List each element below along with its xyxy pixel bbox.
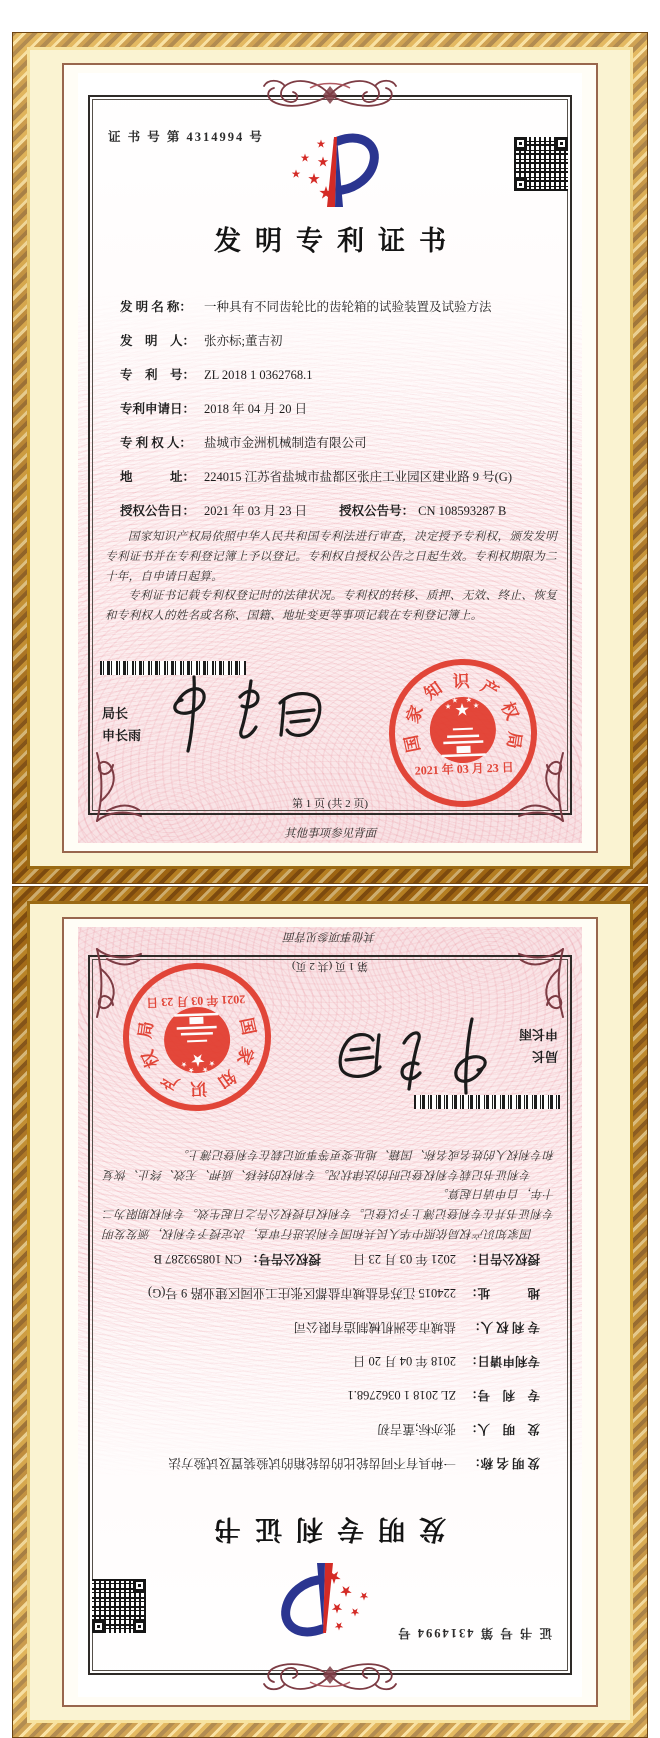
certificate-number: 证 书 号 第 4314994 号 <box>108 130 264 144</box>
svg-text:局: 局 <box>135 1020 157 1040</box>
field-row-filing-date <box>94 1351 540 1371</box>
legal-paragraph-1: 国家知识产权局依照中华人民共和国专利法进行审查，决定授予专利权，颁发发明专利证书并在专利登记簿上予以登记。专利权自授权公告之日起生效。专利权期限为二十年，自申请日起算。 <box>103 1187 555 1239</box>
field-label: 发 明 名 称： <box>120 300 192 314</box>
field-value: 盐城市金洲机械制造有限公司 <box>204 436 367 450</box>
fields-block <box>120 297 566 535</box>
official-seal <box>380 650 545 815</box>
ornament-center-diamond <box>323 86 337 104</box>
field-row-patent-no <box>94 1385 540 1405</box>
field-row-address <box>94 1283 540 1303</box>
svg-text:家: 家 <box>233 1044 257 1068</box>
field-value: 一种具有不同齿轮比的齿轮箱的试验装置及试验方法 <box>168 1456 456 1470</box>
director-block <box>519 1023 558 1067</box>
scroll-ornament-icon <box>225 1654 435 1696</box>
field-label: 地 址： <box>464 1286 540 1300</box>
reverse-side-note: 其他事项参见背面 <box>284 930 376 942</box>
field-row-grant <box>94 1249 540 1269</box>
logo-stars <box>327 1571 368 1630</box>
grant-no-pair <box>154 1249 321 1269</box>
legal-paragraphs <box>103 1143 555 1242</box>
ornament-center-diamond <box>323 1666 337 1684</box>
corner-flourish-left-icon <box>92 751 144 823</box>
svg-text:局: 局 <box>503 730 525 750</box>
field-value: CN 108593287 B <box>153 1252 242 1266</box>
director-signature-icon <box>148 671 338 759</box>
field-value: 一种具有不同齿轮比的齿轮箱的试验装置及试验方法 <box>204 300 492 314</box>
certificate-title: 发明专利证书 <box>200 1514 446 1544</box>
field-row-grant <box>120 501 566 521</box>
qr-code-icon <box>92 1579 146 1633</box>
field-value: 224015 江苏省盐城市盐都区张庄工业园区建业路 9 号(G) <box>204 470 512 484</box>
logo-p-bowl <box>338 138 374 190</box>
field-label: 专利申请日： <box>464 1354 540 1368</box>
legal-paragraphs <box>105 528 557 627</box>
frame-inner-line <box>62 917 598 1707</box>
director-name: 申长雨 <box>102 728 142 743</box>
director-name: 申长雨 <box>518 1027 558 1042</box>
director-title: 局长 <box>531 1049 558 1064</box>
director-signature-icon <box>322 1011 512 1099</box>
page-number: 第 1 页 (共 2 页) <box>291 960 369 972</box>
field-value: ZL 2018 1 0362768.1 <box>204 368 313 382</box>
field-label: 专 利 号： <box>464 1388 540 1402</box>
certificate-number: 证 书 号 第 4314994 号 <box>396 1626 552 1640</box>
corner-flourish-left-icon <box>516 947 568 1019</box>
field-row-patentee <box>94 1317 540 1337</box>
field-value: 224015 江苏省盐城市盐都区张庄工业园区建业路 9 号(G) <box>148 1286 456 1300</box>
cnipa-logo-icon <box>290 131 378 211</box>
seal-national-emblem <box>429 696 497 764</box>
legal-paragraph-2: 专利证书记载专利权登记时的法律状况。专利权的转移、质押、无效、终止、恢复和专利权人的姓名或名称、国籍、地址变更等事项记载在专利登记簿上。 <box>105 590 557 623</box>
certificate-frame-back-clipped <box>0 886 660 1640</box>
svg-text:识: 识 <box>452 671 471 692</box>
field-row-inventor <box>120 331 566 351</box>
field-label: 发 明 人： <box>464 1422 540 1436</box>
qr-finder-top-left <box>133 1620 146 1633</box>
field-row-address <box>120 467 566 487</box>
certificate-frame-front <box>12 886 648 1738</box>
field-value: CN 108593287 B <box>418 504 507 518</box>
cnipa-logo-icon <box>282 1559 370 1639</box>
field-row-patent-no <box>120 365 566 385</box>
qr-finder-bottom-left <box>514 178 527 191</box>
svg-text:家: 家 <box>403 702 427 726</box>
svg-text:国: 国 <box>236 1016 259 1037</box>
svg-text:知: 知 <box>420 678 446 704</box>
legal-paragraph-2: 专利证书记载专利权登记时的法律状况。专利权的转移、质押、无效、终止、恢复和专利权人的姓名或名称、国籍、地址变更等事项记载在专利登记簿上。 <box>103 1147 555 1180</box>
legal-paragraph-1: 国家知识产权局依照中华人民共和国专利法进行审查，决定授予专利权，颁发发明专利证书并在专利登记簿上予以登记。专利权自授权公告之日起生效。专利权期限为二十年，自申请日起算。 <box>105 531 557 583</box>
logo-p-bowl <box>286 1580 322 1632</box>
svg-text:权: 权 <box>497 699 522 723</box>
field-row-filing-date <box>120 399 566 419</box>
grant-no-pair <box>339 501 506 521</box>
field-label: 地 址： <box>120 470 196 484</box>
certificate-page <box>78 927 582 1697</box>
frame-ornate-gold-border <box>12 32 648 884</box>
svg-text:产: 产 <box>158 1068 183 1094</box>
seal-date: 2021 年 03 月 23 日 <box>414 760 514 778</box>
field-value: 2021 年 03 月 23 日 <box>204 504 308 518</box>
certificate-page <box>78 73 582 843</box>
frame-inner-line <box>62 63 598 853</box>
qr-finder-top-right <box>555 137 568 150</box>
field-value: 盐城市金洲机械制造有限公司 <box>293 1320 456 1334</box>
qr-finder-top-right <box>92 1620 105 1633</box>
field-row-patentee <box>120 433 566 453</box>
field-label: 专利申请日： <box>120 402 196 416</box>
field-label: 专 利 权 人： <box>468 1320 540 1334</box>
frame-gold-trim <box>27 901 633 1723</box>
logo-stars <box>292 140 333 199</box>
field-value: 张亦标;董吉初 <box>204 334 283 348</box>
svg-text:知: 知 <box>214 1066 240 1092</box>
field-label: 发 明 名 称： <box>468 1456 540 1470</box>
reverse-side-note: 其他事项参见背面 <box>284 828 376 840</box>
field-row-inventor <box>94 1419 540 1439</box>
qr-code-icon <box>514 137 568 191</box>
frame-inner-mat <box>64 65 596 851</box>
frame-cream-mat <box>30 904 630 1720</box>
field-label: 授权公告日： <box>464 1252 540 1266</box>
page-number: 第 1 页 (共 2 页) <box>291 798 369 810</box>
field-value: 2018 年 04 月 20 日 <box>352 1354 456 1368</box>
frame-inner-mat <box>64 919 596 1705</box>
svg-text:权: 权 <box>138 1047 163 1071</box>
certificate-frame-front <box>12 32 648 884</box>
svg-text:国: 国 <box>401 733 424 754</box>
director-block <box>102 703 141 747</box>
field-value: ZL 2018 1 0362768.1 <box>347 1388 456 1402</box>
frame-ornate-gold-border <box>12 886 648 1738</box>
field-label: 专 利 号： <box>120 368 196 382</box>
official-seal <box>114 954 279 1119</box>
qr-finder-bottom-left <box>133 1579 146 1592</box>
frame-gold-trim <box>27 47 633 869</box>
frame-cream-mat <box>30 50 630 866</box>
seal-national-emblem <box>163 1006 231 1074</box>
field-value: 2018 年 04 月 20 日 <box>204 402 308 416</box>
seal-date: 2021 年 03 月 23 日 <box>146 992 246 1010</box>
field-row-invention-name <box>94 1453 540 1473</box>
svg-text:识: 识 <box>189 1078 208 1099</box>
field-label: 授权公告日： <box>120 504 196 518</box>
field-row-invention-name <box>120 297 566 317</box>
field-label: 专 利 权 人： <box>120 436 192 450</box>
fields-block <box>94 1235 540 1473</box>
svg-text:产: 产 <box>477 676 502 702</box>
field-label: 发 明 人： <box>120 334 196 348</box>
field-label: 授权公告号： <box>245 1252 321 1266</box>
field-value: 张亦标;董吉初 <box>377 1422 456 1436</box>
certificate-title: 发明专利证书 <box>214 226 460 256</box>
scroll-ornament-icon <box>225 74 435 116</box>
qr-finder-top-left <box>514 137 527 150</box>
field-value: 2021 年 03 月 23 日 <box>352 1252 456 1266</box>
director-title: 局长 <box>102 706 129 721</box>
field-label: 授权公告号： <box>339 504 415 518</box>
